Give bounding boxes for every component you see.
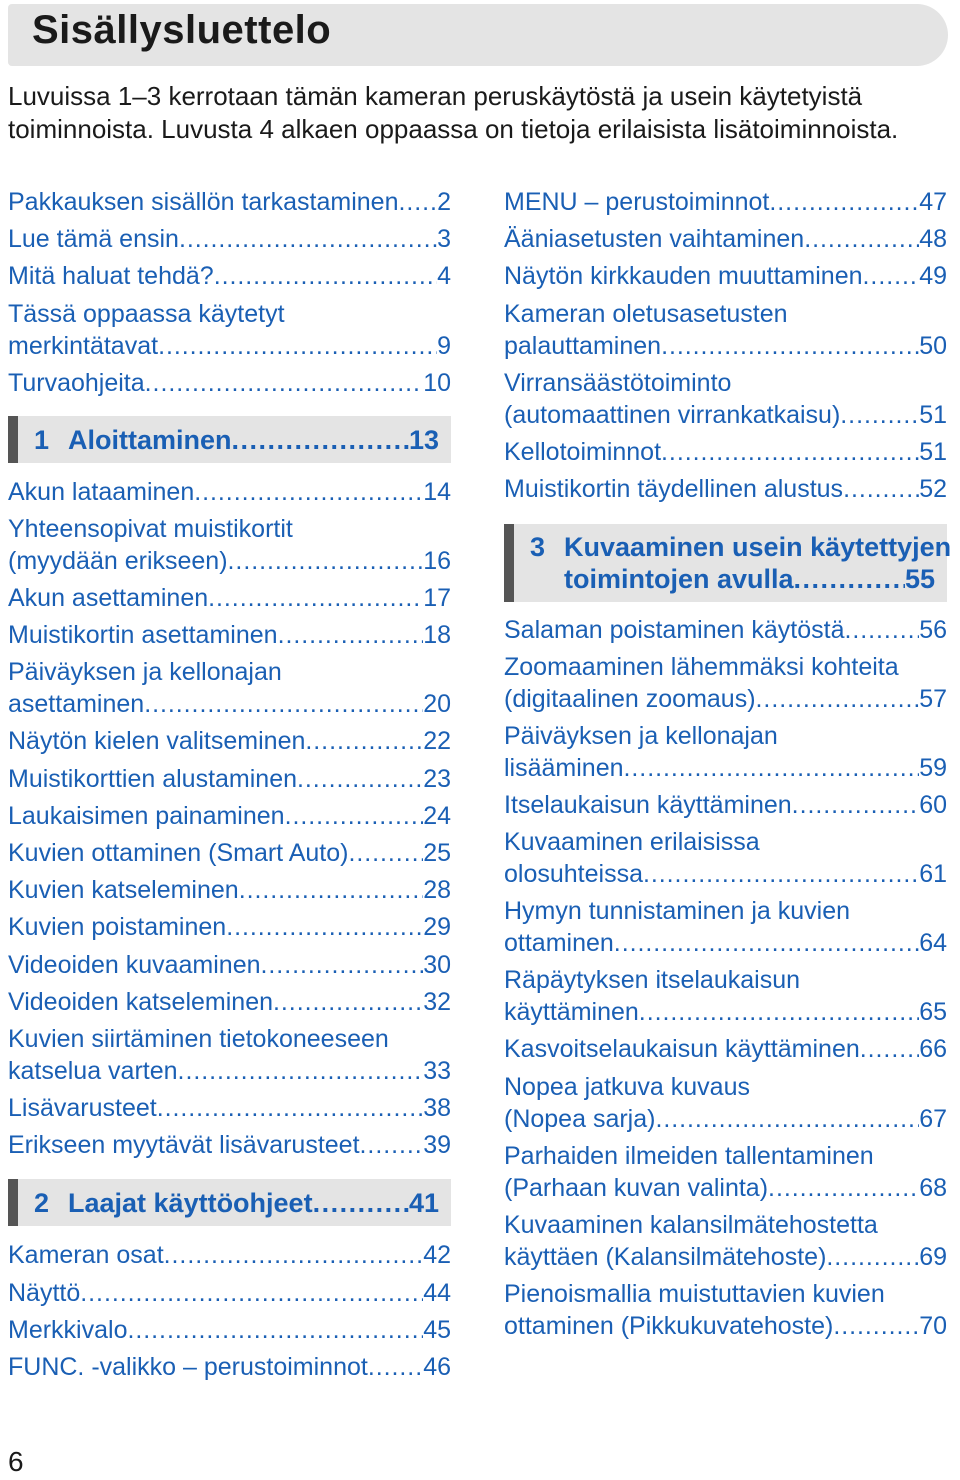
- toc-entry-label: Mitä haluat tehdä?: [8, 262, 214, 291]
- chapter-page: 41: [408, 1188, 439, 1219]
- dot-leader: [285, 800, 424, 832]
- toc-entry[interactable]: [504, 1033, 947, 1065]
- toc-entry[interactable]: [504, 367, 947, 431]
- toc-entry-label: Näyttö: [8, 1278, 81, 1307]
- toc-entry-line: [8, 986, 451, 1018]
- toc-entry[interactable]: [8, 911, 451, 943]
- toc-entry[interactable]: [504, 223, 947, 255]
- chapter-title-line: Kuvaaminen usein käytettyjen: [564, 532, 952, 562]
- toc-entry-line: [504, 927, 947, 959]
- toc-entry-line: [8, 763, 451, 795]
- dot-leader: [278, 619, 424, 651]
- toc-entry-label: Näytön kirkkauden muuttaminen: [504, 262, 863, 291]
- toc-entry-line: Parhaiden ilmeiden tallentaminen: [504, 1141, 874, 1170]
- toc-entry-label: (Nopea sarja): [504, 1104, 656, 1133]
- toc-entry-label: Itselaukaisun käyttäminen: [504, 791, 792, 820]
- toc-entry-line: [8, 1314, 451, 1346]
- toc-entry[interactable]: [8, 513, 451, 577]
- toc-entry-line: [504, 1103, 947, 1135]
- toc-entry[interactable]: [504, 1209, 947, 1273]
- dot-leader: [360, 1129, 424, 1161]
- toc-entry-line: Pienoismallia muistuttavien kuvien: [504, 1279, 885, 1308]
- toc-entry[interactable]: [8, 725, 451, 757]
- toc-entry-label: Ääniasetusten vaihtaminen: [504, 225, 805, 254]
- toc-entry-line: Räpäytyksen itselaukaisun: [504, 966, 800, 995]
- toc-entry-page: 10: [423, 368, 451, 397]
- toc-entry-page: 2: [437, 188, 451, 216]
- toc-entry-line: [504, 614, 947, 646]
- toc-entry-line: Hymyn tunnistaminen ja kuvien: [504, 897, 850, 926]
- dot-leader: [860, 1033, 919, 1065]
- toc-entry[interactable]: [8, 367, 451, 399]
- toc-entry-label: Kuvien poistaminen: [8, 913, 227, 942]
- toc-entry-line: [504, 789, 947, 821]
- toc-entry[interactable]: [8, 1023, 451, 1087]
- toc-entry[interactable]: [504, 260, 947, 292]
- toc-entry-page: 49: [919, 262, 947, 291]
- dot-leader: [214, 260, 437, 292]
- toc-entry-page: 32: [423, 987, 451, 1016]
- toc-entry-label: Videoiden katseleminen: [8, 987, 274, 1016]
- toc-entry[interactable]: [8, 1239, 451, 1271]
- toc-entry[interactable]: [504, 473, 947, 505]
- dot-leader: [398, 186, 437, 218]
- toc-entry[interactable]: [8, 837, 451, 869]
- dot-leader: [661, 330, 919, 362]
- toc-entry-label: ottaminen: [504, 929, 614, 958]
- dot-leader: [158, 330, 437, 362]
- toc-entry-line: [504, 436, 947, 468]
- toc-entry-page: 42: [423, 1241, 451, 1270]
- toc-entry-page: 30: [423, 950, 451, 979]
- toc-entry-page: 70: [919, 1311, 947, 1340]
- toc-entry-page: 4: [437, 262, 451, 291]
- toc-entry-line: Päiväyksen ja kellonajan: [8, 658, 282, 687]
- toc-entry-page: 44: [423, 1278, 451, 1307]
- toc-entry[interactable]: [8, 986, 451, 1018]
- toc-entry[interactable]: [8, 476, 451, 508]
- toc-entry-label: Kellotoiminnot: [504, 437, 662, 466]
- toc-entry[interactable]: [504, 1140, 947, 1204]
- toc-entry-label: Muistikorttien alustaminen: [8, 764, 298, 793]
- dot-leader: [178, 1055, 424, 1087]
- dot-leader: [80, 1277, 423, 1309]
- dot-leader: [273, 986, 423, 1018]
- dot-leader: [614, 927, 919, 959]
- toc-entry-label: Kasvoitselaukaisun käyttäminen: [504, 1035, 860, 1064]
- toc-entry-page: 46: [423, 1353, 451, 1381]
- toc-entry-line: [8, 1351, 451, 1383]
- toc-entry-label: Pakkauksen sisällön tarkastaminen: [8, 188, 399, 216]
- toc-entry-line: [8, 223, 451, 255]
- chapter-title-line: [564, 563, 935, 595]
- toc-entry-label: palauttaminen: [504, 331, 662, 360]
- toc-entry-page: 65: [919, 998, 947, 1027]
- dot-leader: [844, 614, 919, 646]
- toc-entry-label: Lue tämä ensin: [8, 225, 179, 254]
- page-title: Sisällysluettelo: [32, 8, 332, 52]
- intro-text: Luvuissa 1–3 kerrotaan tämän kameran peruskäytöstä ja usein käytetyistä toiminnoista. Luvusta 4 alkaen oppaassa on tietoja erilaisista lisätoiminnoista.: [8, 81, 899, 144]
- toc-entry-page: 23: [423, 764, 451, 793]
- dot-leader: [804, 223, 919, 255]
- toc-entry-label: Salaman poistaminen käytöstä: [504, 616, 845, 644]
- toc-entry[interactable]: [8, 1314, 451, 1346]
- toc-entry-page: 22: [423, 727, 451, 756]
- toc-entry-line: [8, 186, 451, 218]
- chapter-title: [68, 1187, 439, 1219]
- toc-entry-line: Kuvaaminen kalansilmätehostetta: [504, 1210, 878, 1239]
- toc-entry-line: [504, 223, 947, 255]
- toc-entry-line: Kuvaaminen erilaisissa: [504, 828, 760, 857]
- toc-entry-page: 67: [919, 1104, 947, 1133]
- toc-entry-line: [8, 911, 451, 943]
- toc-entry-page: 47: [919, 188, 947, 216]
- dot-leader: [833, 1310, 919, 1342]
- toc-entry[interactable]: [504, 789, 947, 821]
- page-number: 6: [8, 1446, 24, 1477]
- toc-entry-line: [504, 473, 947, 505]
- toc-entry-line: [8, 800, 451, 832]
- toc-entry-line: [504, 260, 947, 292]
- toc-entry[interactable]: [504, 186, 947, 218]
- toc-entry-line: Tässä oppaassa käytetyt: [8, 299, 285, 328]
- dot-leader: [643, 858, 919, 890]
- dot-leader: [145, 367, 424, 399]
- toc-entry-label: FUNC. -valikko – perustoiminnot: [8, 1353, 368, 1381]
- toc-entry-label: ottaminen (Pikkukuvatehoste): [504, 1311, 834, 1340]
- toc-entry-label: Muistikortin täydellinen alustus: [504, 474, 844, 503]
- toc-entry-line: [8, 688, 451, 720]
- toc-entry-line: Kuvien siirtäminen tietokoneeseen: [8, 1025, 389, 1053]
- toc-entry[interactable]: [8, 186, 451, 218]
- toc-entry-label: Merkkivalo: [8, 1315, 128, 1344]
- toc-entry-page: 66: [919, 1035, 947, 1064]
- toc-entry-page: 52: [919, 474, 947, 503]
- chapter-number: 1: [34, 424, 50, 455]
- dot-leader: [661, 436, 919, 468]
- toc-entry[interactable]: [504, 614, 947, 646]
- dot-leader: [164, 1239, 424, 1271]
- toc-entry-page: 69: [919, 1242, 947, 1271]
- toc-entry[interactable]: [8, 1277, 451, 1309]
- toc-entry[interactable]: [8, 223, 451, 255]
- toc-entry[interactable]: [8, 1092, 451, 1124]
- toc-entry[interactable]: [504, 1071, 947, 1135]
- toc-entry-label: Videoiden kuvaaminen: [8, 950, 261, 979]
- chapter-number: 2: [34, 1188, 50, 1219]
- toc-entry-line: [504, 683, 947, 715]
- dot-leader: [232, 424, 409, 456]
- toc-entry-label: Erikseen myytävät lisävarusteet: [8, 1131, 360, 1160]
- toc-entry-line: [8, 330, 451, 362]
- dot-leader: [313, 1187, 409, 1219]
- toc-entry-line: Yhteensopivat muistikortit: [8, 515, 293, 543]
- chapter-page: 13: [408, 424, 439, 455]
- dot-leader: [305, 725, 423, 757]
- dot-leader: [348, 837, 423, 869]
- toc-entry-label: (digitaalinen zoomaus): [504, 685, 756, 714]
- toc-entry-page: 50: [919, 331, 947, 360]
- toc-entry[interactable]: [504, 895, 947, 959]
- toc-entry-line: [8, 545, 451, 577]
- toc-entry-label: asettaminen: [8, 690, 145, 719]
- dot-leader: [624, 752, 920, 784]
- toc-entry-label: käyttäen (Kalansilmätehoste): [504, 1242, 827, 1271]
- toc-entry-page: 33: [423, 1057, 451, 1085]
- toc-entry-line: [8, 1092, 451, 1124]
- dot-leader: [843, 473, 919, 505]
- toc-entry-line: Virransäästötoiminto: [504, 368, 732, 397]
- toc-entry-line: Nopea jatkuva kuvaus: [504, 1072, 750, 1101]
- toc-entry-label: MENU – perustoiminnot: [504, 188, 770, 216]
- toc-entry-page: 28: [423, 876, 451, 905]
- chapter-number: 3: [530, 532, 546, 562]
- chapter-page: 55: [904, 564, 935, 594]
- chapter-heading[interactable]: [8, 416, 451, 463]
- toc-entry[interactable]: [8, 656, 451, 720]
- chapter-title-label: Laajat käyttöohjeet: [68, 1188, 313, 1219]
- toc-entry-page: 51: [919, 400, 947, 429]
- dot-leader: [226, 911, 423, 943]
- dot-leader: [179, 223, 437, 255]
- dot-leader: [768, 1172, 919, 1204]
- toc-entry-label: Muistikortin asettaminen: [8, 621, 278, 650]
- toc-entry[interactable]: [504, 964, 947, 1028]
- toc-entry-line: [8, 260, 451, 292]
- toc-entry-line: [8, 874, 451, 906]
- dot-leader: [261, 949, 424, 981]
- dot-leader: [794, 563, 905, 595]
- dot-leader: [157, 1092, 423, 1124]
- toc-entry-line: [8, 725, 451, 757]
- toc-entry-line: [504, 752, 947, 784]
- toc-entry-label: Kameran osat: [8, 1241, 164, 1270]
- toc-entry-line: [504, 399, 947, 431]
- chapter-title-line: [68, 424, 439, 456]
- toc-entry-page: 68: [919, 1173, 947, 1202]
- toc-entry-page: 9: [437, 331, 451, 360]
- toc-entry-page: 56: [919, 616, 947, 644]
- toc-entry-line: [8, 619, 451, 651]
- toc-entry[interactable]: [8, 874, 451, 906]
- toc-entry[interactable]: [504, 826, 947, 890]
- dot-leader: [826, 1241, 919, 1273]
- toc-entry-line: [504, 1310, 947, 1342]
- toc-entry-page: 38: [423, 1094, 451, 1122]
- chapter-title: [68, 424, 439, 456]
- toc-entry-label: Kuvien ottaminen (Smart Auto): [8, 839, 349, 867]
- chapter-heading[interactable]: [8, 1179, 451, 1226]
- toc-entry-page: 18: [423, 621, 451, 650]
- toc-entry-label: Näytön kielen valitseminen: [8, 727, 306, 756]
- toc-entry[interactable]: [504, 651, 947, 715]
- toc-entry-page: 16: [423, 547, 451, 575]
- dot-leader: [228, 545, 424, 577]
- toc-entry-line: [8, 837, 451, 869]
- toc-entry-page: 14: [423, 477, 451, 506]
- toc-entry[interactable]: [504, 720, 947, 784]
- toc-entry-page: 45: [423, 1315, 451, 1344]
- toc-entry-page: 48: [919, 225, 947, 254]
- toc-entry-label: Laukaisimen painaminen: [8, 801, 285, 830]
- toc-entry-page: 17: [423, 584, 451, 612]
- toc-entry-label: (myydään erikseen): [8, 547, 228, 575]
- toc-entry-line: [504, 858, 947, 890]
- dot-leader: [297, 763, 423, 795]
- toc-entry-line: [8, 582, 451, 614]
- toc-entry-line: [8, 1129, 451, 1161]
- toc-entry-label: Kuvien katseleminen: [8, 876, 239, 905]
- toc-entry-page: 29: [423, 913, 451, 942]
- toc-entry-line: Päiväyksen ja kellonajan: [504, 722, 778, 751]
- dot-leader: [208, 582, 423, 614]
- dot-leader: [840, 399, 919, 431]
- dot-leader: [194, 476, 423, 508]
- chapter-title-label: toimintojen avulla: [564, 564, 794, 594]
- toc-entry-line: [8, 1277, 451, 1309]
- toc-entry-line: [8, 367, 451, 399]
- toc-entry-line: [504, 996, 947, 1028]
- toc-entry-line: [504, 330, 947, 362]
- toc-entry[interactable]: [8, 1129, 451, 1161]
- toc-entry-label: (automaattinen virrankatkaisu): [504, 400, 841, 429]
- toc-entry[interactable]: [8, 582, 451, 614]
- toc-entry-label: Akun asettaminen: [8, 584, 209, 612]
- dot-leader: [368, 1351, 423, 1383]
- toc-entry[interactable]: [8, 260, 451, 292]
- toc-entry-line: [504, 1172, 947, 1204]
- toc-entry-line: [504, 186, 947, 218]
- toc-entry-page: 39: [423, 1131, 451, 1160]
- dot-leader: [769, 186, 919, 218]
- toc-entry-line: [504, 1241, 947, 1273]
- toc-entry-label: merkintätavat: [8, 331, 159, 360]
- toc-entry-line: [8, 476, 451, 508]
- toc-entry-page: 57: [919, 685, 947, 714]
- chapter-title: [564, 531, 952, 595]
- toc-entry[interactable]: [504, 1278, 947, 1342]
- toc-entry-label: Lisävarusteet: [8, 1094, 157, 1122]
- toc-entry[interactable]: [504, 436, 947, 468]
- toc-entry-page: 51: [919, 437, 947, 466]
- chapter-title-line: [68, 1187, 439, 1219]
- toc-entry-page: 25: [423, 839, 451, 867]
- dot-leader: [756, 683, 920, 715]
- toc-entry-page: 61: [919, 860, 947, 889]
- toc-entry-label: Akun lataaminen: [8, 477, 195, 506]
- toc-entry-page: 60: [919, 791, 947, 820]
- toc-entry-label: Turvaohjeita: [8, 368, 145, 397]
- toc-entry-label: käyttäminen: [504, 998, 639, 1027]
- dot-leader: [863, 260, 920, 292]
- toc-entry[interactable]: [504, 298, 947, 362]
- toc-entry[interactable]: [8, 619, 451, 651]
- toc-entry-page: 64: [919, 929, 947, 958]
- dot-leader: [655, 1103, 919, 1135]
- toc-entry-line: [8, 949, 451, 981]
- toc-entry[interactable]: [8, 949, 451, 981]
- chapter-title-label: Aloittaminen: [68, 424, 232, 455]
- dot-leader: [639, 996, 919, 1028]
- toc-entry[interactable]: [8, 1351, 451, 1383]
- toc-entry-label: katselua varten: [8, 1057, 178, 1085]
- toc-entry-label: lisääminen: [504, 754, 624, 783]
- toc-entry-label: olosuhteissa: [504, 860, 643, 889]
- toc-entry-line: Kameran oletusasetusten: [504, 299, 788, 328]
- toc-entry[interactable]: [8, 298, 451, 362]
- toc-entry-page: 24: [423, 801, 451, 830]
- toc-entry-line: Zoomaaminen lähemmäksi kohteita: [504, 653, 899, 682]
- toc-entry[interactable]: [8, 800, 451, 832]
- toc-entry-line: [8, 1055, 451, 1087]
- dot-leader: [792, 789, 920, 821]
- title-bar: [8, 4, 948, 66]
- toc-entry-line: [504, 1033, 947, 1065]
- toc-entry-page: 59: [919, 754, 947, 783]
- dot-leader: [239, 874, 423, 906]
- toc-entry-line: [8, 1239, 451, 1271]
- toc-entry-page: 20: [423, 690, 451, 719]
- toc-entry[interactable]: [8, 763, 451, 795]
- dot-leader: [127, 1314, 423, 1346]
- toc-entry-label: (Parhaan kuvan valinta): [504, 1173, 769, 1202]
- toc-entry-page: 3: [437, 225, 451, 254]
- chapter-heading[interactable]: [504, 524, 952, 602]
- dot-leader: [144, 688, 423, 720]
